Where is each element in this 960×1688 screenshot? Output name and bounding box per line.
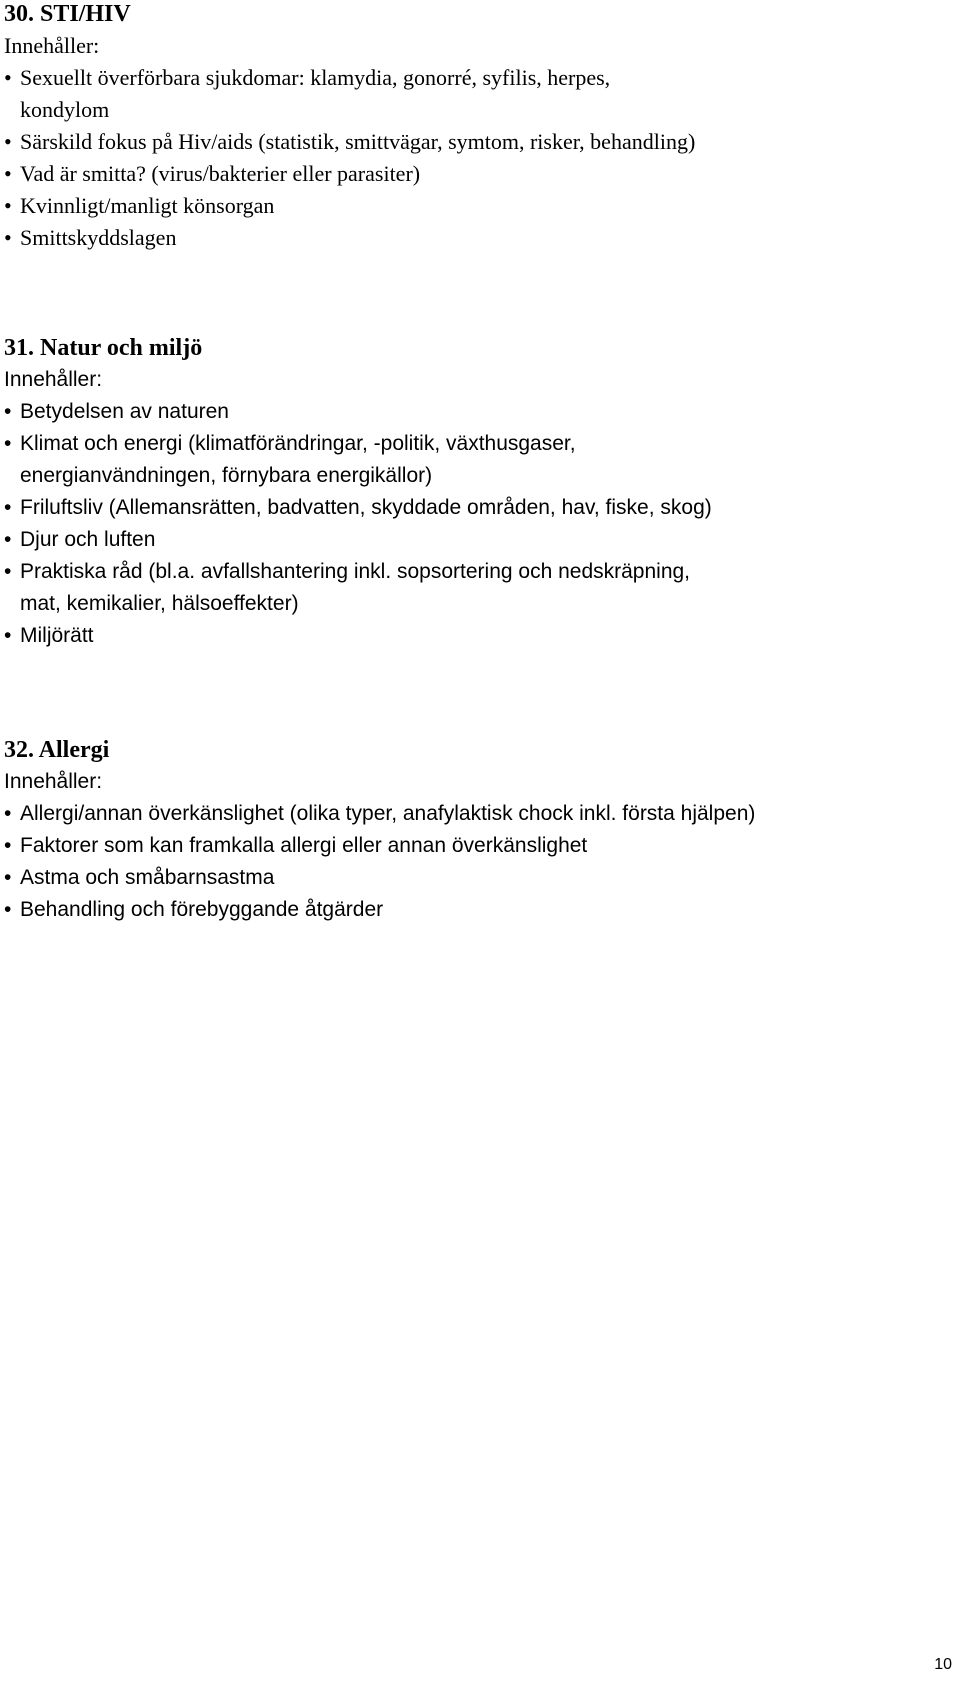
section-intro: Innehåller: [4, 770, 103, 793]
bullet-list [4, 396, 724, 652]
list-item: • Klimat och energi (klimatförändringar, -politik, växthusgaser, energianvändningen, förnybara energikällor) [4, 428, 724, 492]
bullet-list [4, 62, 704, 254]
list-item: • Astma och småbarnsastma [4, 862, 764, 894]
list-item: • Friluftsliv (Allemansrätten, badvatten, skyddade områden, hav, fiske, skog) [4, 492, 724, 524]
list-item: • Vad är smitta? (virus/bakterier eller parasiter) [4, 158, 704, 190]
list-item: • Kvinnligt/manligt könsorgan [4, 190, 704, 222]
list-item: • Smittskyddslagen [4, 222, 704, 254]
list-item: • Miljörätt [4, 620, 724, 652]
list-item: • Behandling och förebyggande åtgärder [4, 894, 764, 926]
section-sti-hiv [4, 0, 704, 254]
bullet-list [4, 798, 764, 926]
section-intro: Innehåller: [4, 368, 103, 391]
section-heading: 30. STI/HIV [4, 1, 131, 27]
section-heading: 31. Natur och miljö [4, 335, 203, 361]
list-item: • Betydelsen av naturen [4, 396, 724, 428]
page-number: 10 [934, 1656, 952, 1673]
list-item: • Praktiska råd (bl.a. avfallshantering inkl. sopsortering och nedskräpning, mat, kemikalier, hälsoeffekter) [4, 556, 724, 620]
list-item: • Särskild fokus på Hiv/aids (statistik, smittvägar, symtom, risker, behandling) [4, 126, 704, 158]
section-allergi [4, 736, 764, 926]
list-item: • Allergi/annan överkänslighet (olika typer, anafylaktisk chock inkl. första hjälpen) [4, 798, 764, 830]
list-item: • Faktorer som kan framkalla allergi eller annan överkänslighet [4, 830, 764, 862]
section-heading: 32. Allergi [4, 737, 110, 763]
section-intro: Innehåller: [4, 33, 100, 58]
list-item: • Sexuellt överförbara sjukdomar: klamydia, gonorré, syfilis, herpes, kondylom [4, 62, 704, 126]
list-item: • Djur och luften [4, 524, 724, 556]
section-natur-och-miljo [4, 334, 724, 652]
